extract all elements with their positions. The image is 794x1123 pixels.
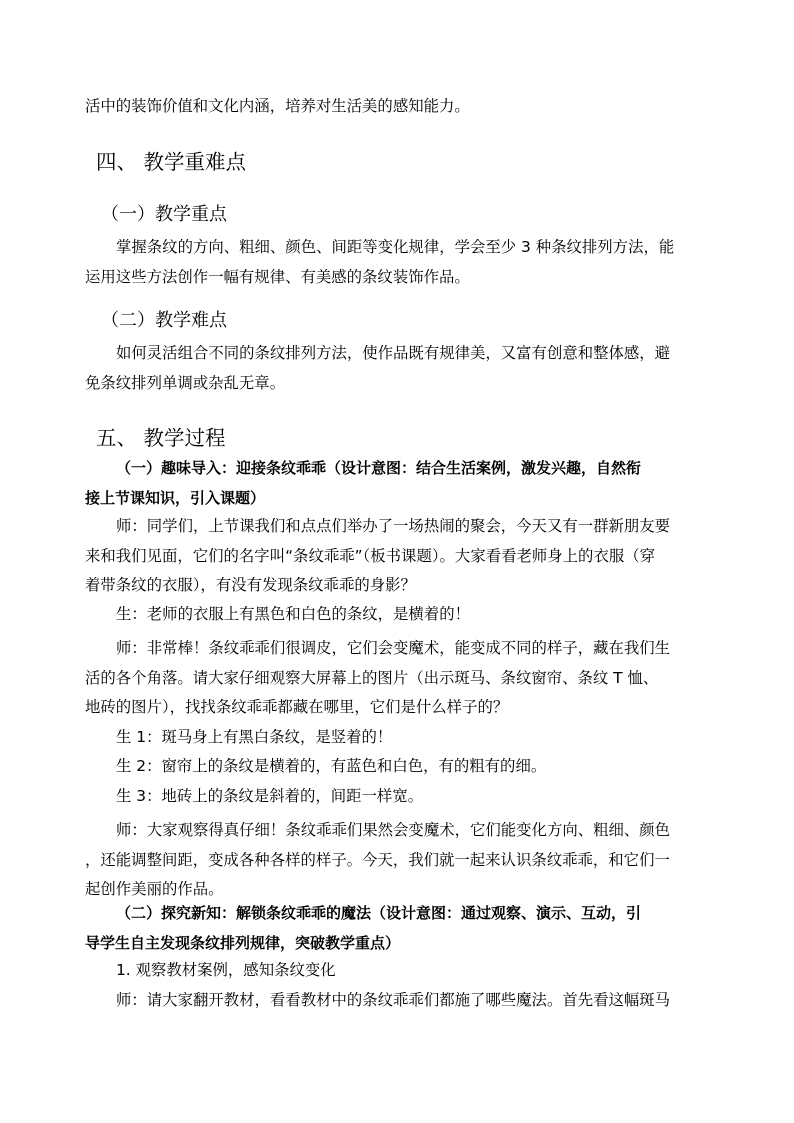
- text-line: 师：大家观察得真仔细！条纹乖乖们果然会变魔术，它们能变化方向、粗细、颜色: [116, 821, 671, 839]
- text-line: 运用这些方法创作一幅有规律、有美感的条纹装饰作品。: [85, 267, 470, 286]
- section-5-title: 五、 教学过程: [96, 426, 226, 450]
- text-line: 如何灵活组合不同的条纹排列方法，使作品既有规律美，又富有创意和整体感，避: [116, 344, 671, 362]
- part-2-heading: [85, 899, 711, 958]
- text-line: 来和我们见面，它们的名字叫“条纹乖乖”（板书课题）。大家看看老师身上的衣服（穿: [85, 546, 656, 565]
- text-line: 师：同学们，上节课我们和点点们举办了一场热闹的聚会，今天又有一群新朋友要: [116, 517, 671, 535]
- text-line: 地砖的图片），找找条纹乖乖都藏在哪里，它们是什么样子的？: [85, 698, 509, 716]
- student-2-reply: 生 2：窗帘上的条纹是横着的，有蓝色和白色，有的粗有的细。: [116, 757, 547, 775]
- teacher-paragraph-1: [85, 512, 711, 601]
- text-line: （二）探究新知：解锁条纹乖乖的魔法（设计意图：通过观察、演示、互动，引: [116, 904, 642, 922]
- subsection-difficulties-title: （二）教学难点: [101, 310, 227, 331]
- text-line: ，还能调整间距，变成各种各样的样子。今天，我们就一起来认识条纹乖乖，和它们一: [85, 850, 670, 869]
- key-points-paragraph: [85, 233, 711, 292]
- intro-tail-text: 活中的装饰价值和文化内涵，培养对生活美的感知能力。: [85, 97, 470, 115]
- subsection-key-points-title: （一）教学重点: [101, 204, 227, 225]
- text-line: 导学生自主发现条纹排列规律，突破教学重点）: [85, 933, 401, 952]
- text-line: 免条纹排列单调或杂乱无章。: [85, 373, 286, 392]
- teacher-paragraph-2: [85, 634, 711, 723]
- text-line: 掌握条纹的方向、粗细、颜色、间距等变化规律，学会至少 3 种条纹排列方法，能: [116, 238, 675, 256]
- text-line: 接上节课知识，引入课题）: [85, 488, 266, 507]
- part-1-heading: [85, 454, 711, 513]
- student-reply-1: 生：老师的衣服上有黑色和白色的条纹，是横着的！: [116, 605, 470, 623]
- text-line: 活的各个角落。请大家仔细观察大屏幕上的图片（出示斑马、条纹窗帘、条纹 T 恤、: [85, 668, 659, 687]
- text-line: （一）趣味导入：迎接条纹乖乖（设计意图：结合生活案例，激发兴趣，自然衔: [116, 459, 642, 477]
- student-1-reply: 生 1：斑马身上有黑白条纹，是竖着的！: [116, 728, 393, 746]
- text-line: 师：非常棒！条纹乖乖们很调皮，它们会变魔术，能变成不同的样子，藏在我们生: [116, 639, 671, 657]
- student-3-reply: 生 3：地砖上的条纹是斜着的，间距一样宽。: [116, 787, 424, 805]
- item-1-heading: 1. 观察教材案例，感知条纹变化: [116, 961, 336, 979]
- section-4-title: 四、 教学重难点: [96, 150, 247, 174]
- difficulties-paragraph: [85, 339, 711, 398]
- text-line: 起创作美丽的作品。: [85, 880, 224, 898]
- teacher-paragraph-4: 师：请大家翻开教材，看看教材中的条纹乖乖们都施了哪些魔法。首先看这幅斑马: [116, 991, 671, 1009]
- teacher-paragraph-3: [85, 816, 711, 905]
- text-line: 着带条纹的衣服），有没有发现条纹乖乖的身影？: [85, 576, 416, 594]
